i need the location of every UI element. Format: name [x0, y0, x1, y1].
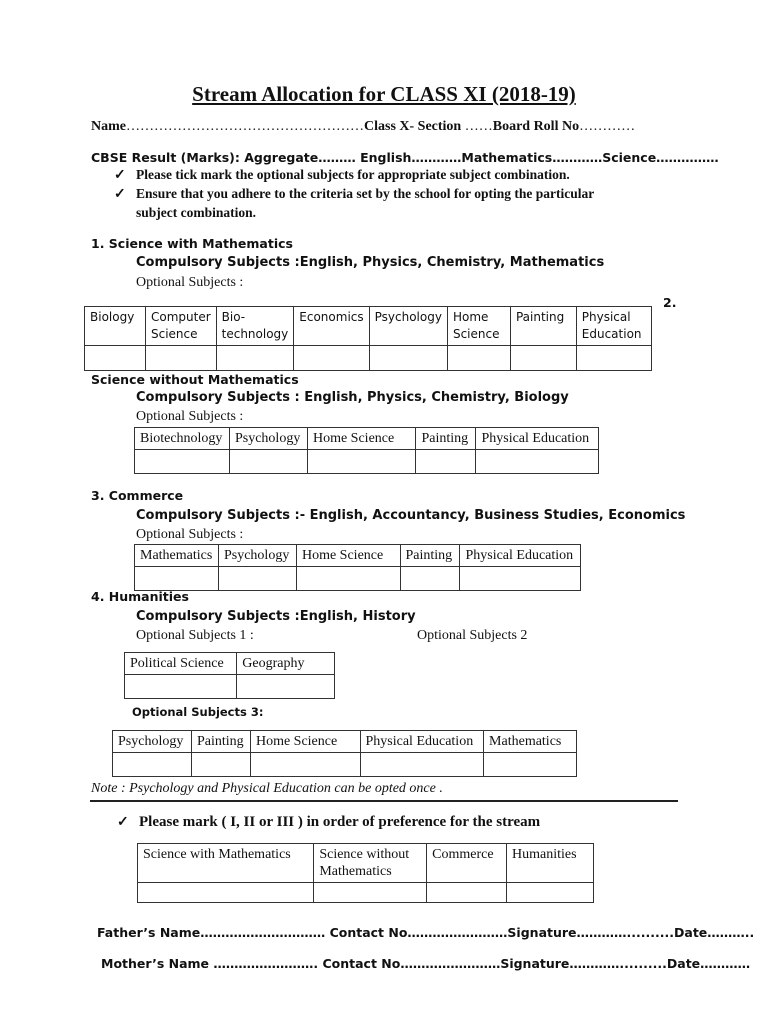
subject-cell: Home Science	[447, 307, 510, 346]
optional1-table-humanities	[124, 652, 335, 699]
instruction-text: Please tick mark the optional subjects for appropriate subject combination.	[136, 167, 570, 182]
name-field[interactable]: ……………………………………………	[126, 119, 364, 134]
subject-cell: Painting	[400, 545, 460, 567]
tick-cell[interactable]	[125, 675, 237, 699]
compulsory-science-maths: Compulsory Subjects :English, Physics, Chemistry, Mathematics	[136, 255, 605, 270]
tick-cell[interactable]	[85, 346, 146, 371]
tick-cell[interactable]	[510, 346, 576, 371]
class-section-label: Class X- Section	[364, 119, 462, 134]
subject-cell: Physical Education	[576, 307, 651, 346]
stream-heading-humanities: 4. Humanities	[91, 589, 189, 604]
stream-heading-science-no-maths: Science without Mathematics	[91, 372, 299, 387]
subject-cell: Painting	[510, 307, 576, 346]
subject-cell: Bio- technology	[216, 307, 294, 346]
subject-cell: Home Science	[307, 428, 416, 450]
subject-cell: Physical Education	[360, 731, 484, 753]
subject-cell: Home Science	[296, 545, 400, 567]
optional-table-science-maths	[84, 306, 652, 371]
subject-cell: Painting	[416, 428, 476, 450]
note-text: Note : Psychology and Physical Education can be opted once .	[91, 781, 443, 796]
optional-table-science-no-maths	[134, 427, 599, 474]
preference-cell[interactable]	[507, 883, 594, 903]
stream-heading-commerce: 3. Commerce	[91, 488, 184, 503]
instruction-1	[114, 167, 570, 184]
section-field[interactable]: ……	[464, 119, 493, 134]
tick-cell[interactable]	[113, 753, 192, 777]
subject-cell: Political Science	[125, 653, 237, 675]
optional1-label-humanities: Optional Subjects 1 :	[136, 628, 254, 643]
cbse-result-line[interactable]: CBSE Result (Marks): Aggregate……… English…………Mathematics…………Science……………	[91, 150, 719, 165]
subject-cell: Home Science	[250, 731, 360, 753]
tick-cell[interactable]	[296, 567, 400, 591]
tick-cell[interactable]	[400, 567, 460, 591]
preference-cell[interactable]	[427, 883, 507, 903]
optional-label-science-maths: Optional Subjects :	[136, 275, 244, 290]
divider	[90, 800, 678, 802]
tick-cell[interactable]	[250, 753, 360, 777]
optional-table-commerce	[134, 544, 581, 591]
instruction-text: Ensure that you adhere to the criteria set by the school for opting the particular	[136, 186, 595, 201]
subject-cell: Computer Science	[145, 307, 216, 346]
preference-header: Humanities	[507, 844, 594, 883]
tick-cell[interactable]	[360, 753, 484, 777]
checkmark-icon: ✓	[114, 168, 126, 183]
optional-label-commerce: Optional Subjects :	[136, 527, 244, 542]
preference-header: Science with Mathematics	[138, 844, 314, 883]
tick-cell[interactable]	[447, 346, 510, 371]
header-line	[91, 119, 635, 135]
preference-table	[137, 843, 594, 903]
instruction-2-continued: subject combination.	[136, 205, 257, 220]
subject-cell: Biology	[85, 307, 146, 346]
subject-cell: Psychology	[218, 545, 296, 567]
tick-cell[interactable]	[216, 346, 294, 371]
compulsory-science-no-maths: Compulsory Subjects : English, Physics, Chemistry, Biology	[136, 390, 569, 405]
stray-section-number: 2.	[663, 295, 677, 310]
tick-cell[interactable]	[416, 450, 476, 474]
preference-cell[interactable]	[138, 883, 314, 903]
checkmark-icon: ✓	[117, 815, 129, 830]
tick-cell[interactable]	[218, 567, 296, 591]
preference-cell[interactable]	[314, 883, 427, 903]
tick-cell[interactable]	[229, 450, 307, 474]
tick-cell[interactable]	[307, 450, 416, 474]
stream-heading-science-maths: 1. Science with Mathematics	[91, 236, 293, 251]
subject-cell: Psychology	[229, 428, 307, 450]
roll-no-field[interactable]: …………	[579, 119, 636, 134]
optional3-label-humanities: Optional Subjects 3:	[132, 705, 264, 719]
preference-header: Science without Mathematics	[314, 844, 427, 883]
tick-cell[interactable]	[191, 753, 250, 777]
subject-cell: Economics	[294, 307, 369, 346]
mother-details-line[interactable]: Mother’s Name ……………………. Contact No……………………Signature…………..........Date…………	[101, 956, 751, 971]
subject-cell: Physical Education	[460, 545, 581, 567]
tick-cell[interactable]	[135, 450, 230, 474]
tick-cell[interactable]	[476, 450, 599, 474]
compulsory-humanities: Compulsory Subjects :English, History	[136, 609, 416, 624]
instruction-2	[114, 186, 594, 203]
subject-cell: Mathematics	[484, 731, 577, 753]
roll-no-label: Board Roll No	[492, 119, 580, 134]
subject-cell: Psychology	[369, 307, 447, 346]
optional2-label-humanities: Optional Subjects 2	[417, 628, 528, 643]
tick-cell[interactable]	[294, 346, 369, 371]
tick-cell[interactable]	[135, 567, 219, 591]
name-label: Name	[91, 119, 126, 134]
preference-instruction-text: Please mark ( I, II or III ) in order of preference for the stream	[139, 814, 541, 830]
tick-cell[interactable]	[484, 753, 577, 777]
tick-cell[interactable]	[369, 346, 447, 371]
subject-cell: Psychology	[113, 731, 192, 753]
optional3-table-humanities	[112, 730, 577, 777]
compulsory-commerce: Compulsory Subjects :- English, Accountancy, Business Studies, Economics	[136, 508, 686, 523]
subject-cell: Geography	[237, 653, 335, 675]
checkmark-icon: ✓	[114, 187, 126, 202]
tick-cell[interactable]	[145, 346, 216, 371]
tick-cell[interactable]	[576, 346, 651, 371]
father-details-line[interactable]: Father’s Name………………………… Contact No……………………Signature…………..........Date………..	[97, 925, 755, 940]
page-title: Stream Allocation for CLASS XI (2018-19)	[192, 82, 576, 106]
subject-cell: Biotechnology	[135, 428, 230, 450]
preference-header: Commerce	[427, 844, 507, 883]
subject-cell: Physical Education	[476, 428, 599, 450]
tick-cell[interactable]	[237, 675, 335, 699]
tick-cell[interactable]	[460, 567, 581, 591]
subject-cell: Mathematics	[135, 545, 219, 567]
subject-cell: Painting	[191, 731, 250, 753]
preference-instruction	[117, 814, 540, 831]
optional-label-science-no-maths: Optional Subjects :	[136, 409, 244, 424]
